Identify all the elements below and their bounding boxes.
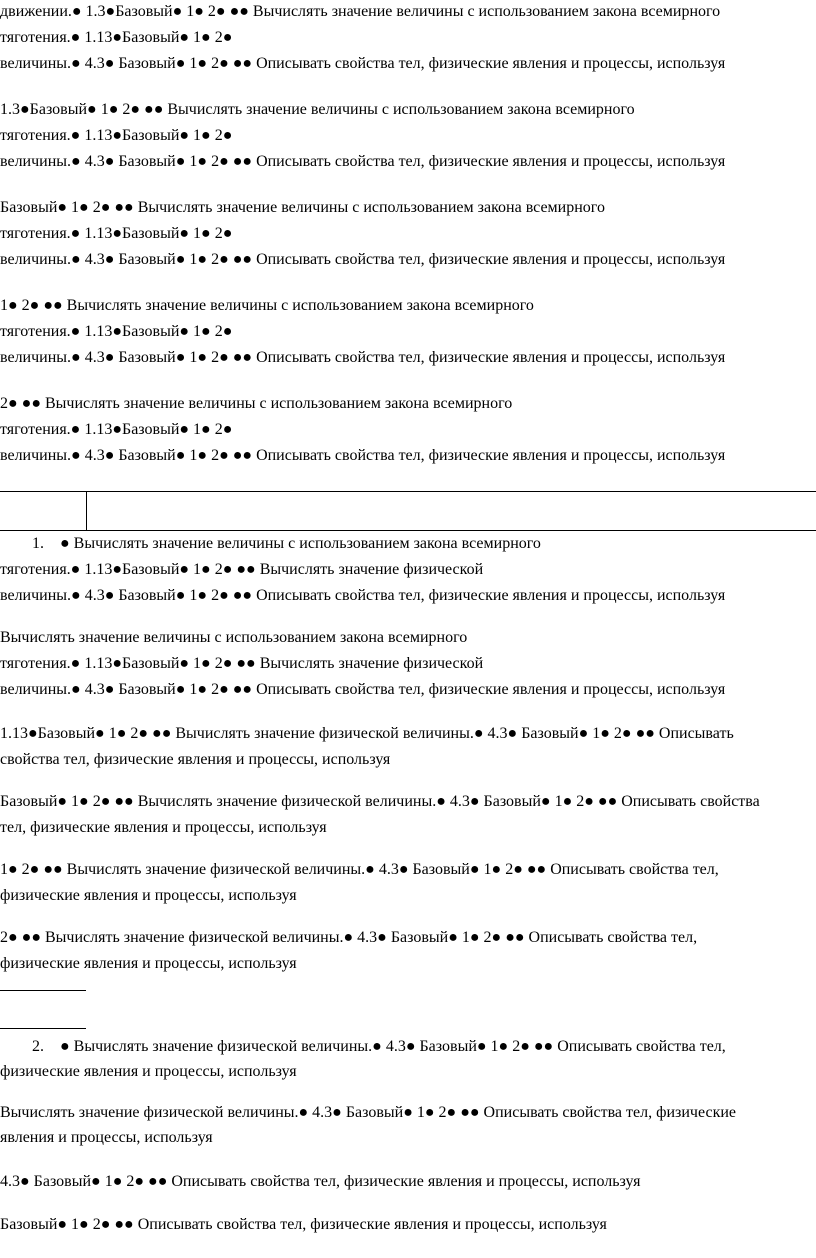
text-line: 1.13●Базовый● 1● 2● ●● Вычислять значение физической величины.● 4.3● Базовый● 1● 2● ●● Описывать [0, 725, 734, 742]
text-line: физические явления и процессы, используя [0, 887, 297, 904]
text-line: 1● 2● ●● Вычислять значение величины с использованием закона всемирного [0, 297, 534, 314]
text-line: ● Вычислять значение величины с использованием закона всемирного [60, 535, 541, 552]
text-line: тяготения.● 1.13●Базовый● 1● 2● [0, 421, 233, 438]
text-line: величины.● 4.3● Базовый● 1● 2● ●● Описывать свойства тел, физические явления и процессы, используя [0, 55, 726, 72]
text-line: 4.3● Базовый● 1● 2● ●● Описывать свойства тел, физические явления и процессы, используя [0, 1173, 641, 1190]
text-line: величины.● 4.3● Базовый● 1● 2● ●● Описывать свойства тел, физические явления и процессы, используя [0, 681, 726, 698]
text-line: тяготения.● 1.13●Базовый● 1● 2● ●● Вычислять значение физической [0, 561, 484, 578]
list-number: 2. [32, 1038, 44, 1055]
text-line: величины.● 4.3● Базовый● 1● 2● ●● Описывать свойства тел, физические явления и процессы, используя [0, 587, 726, 604]
text-line: величины.● 4.3● Базовый● 1● 2● ●● Описывать свойства тел, физические явления и процессы, используя [0, 153, 726, 170]
table-bottom-border [0, 530, 816, 531]
text-line: физические явления и процессы, используя [0, 955, 297, 972]
text-line: ● Вычислять значение физической величины.● 4.3● Базовый● 1● 2● ●● Описывать свойства тел, [60, 1038, 726, 1055]
text-line: величины.● 4.3● Базовый● 1● 2● ●● Описывать свойства тел, физические явления и процессы, используя [0, 251, 726, 268]
text-line: Базовый● 1● 2● ●● Описывать свойства тел, физические явления и процессы, используя [0, 1216, 607, 1233]
text-line: Вычислять значение величины с использованием закона всемирного [0, 629, 468, 646]
text-line: Вычислять значение физической величины.● 4.3● Базовый● 1● 2● ●● Описывать свойства тел, физические [0, 1104, 737, 1121]
text-line: тел, физические явления и процессы, используя [0, 819, 327, 836]
text-line: тяготения.● 1.13●Базовый● 1● 2● [0, 323, 233, 340]
text-line: явления и процессы, используя [0, 1129, 213, 1146]
text-line: физические явления и процессы, используя [0, 1063, 297, 1080]
text-line: 1.3●Базовый● 1● 2● ●● Вычислять значение величины с использованием закона всемирного [0, 101, 635, 118]
text-line: тяготения.● 1.13●Базовый● 1● 2● ●● Вычислять значение физической [0, 655, 484, 672]
text-line: Базовый● 1● 2● ●● Вычислять значение величины с использованием закона всемирного [0, 199, 605, 216]
table-column-divider [86, 491, 87, 531]
text-line: величины.● 4.3● Базовый● 1● 2● ●● Описывать свойства тел, физические явления и процессы, используя [0, 349, 726, 366]
text-line: тяготения.● 1.13●Базовый● 1● 2● [0, 29, 233, 46]
text-line: Базовый● 1● 2● ●● Вычислять значение физической величины.● 4.3● Базовый● 1● 2● ●● Описывать свойства [0, 793, 760, 810]
text-line: величины.● 4.3● Базовый● 1● 2● ●● Описывать свойства тел, физические явления и процессы, используя [0, 447, 726, 464]
separator-rule [0, 1028, 86, 1029]
text-line: тяготения.● 1.13●Базовый● 1● 2● [0, 225, 233, 242]
text-line: свойства тел, физические явления и процессы, используя [0, 751, 391, 768]
text-line: 2● ●● Вычислять значение физической величины.● 4.3● Базовый● 1● 2● ●● Описывать свойства тел, [0, 929, 698, 946]
table-top-border [0, 491, 816, 492]
separator-rule [0, 990, 86, 991]
list-number: 1. [32, 535, 44, 552]
text-line: движении.● 1.3●Базовый● 1● 2● ●● Вычислять значение величины с использованием закона всемирного [0, 3, 721, 20]
text-line: тяготения.● 1.13●Базовый● 1● 2● [0, 127, 233, 144]
text-line: 1● 2● ●● Вычислять значение физической величины.● 4.3● Базовый● 1● 2● ●● Описывать свойства тел, [0, 861, 719, 878]
text-line: 2● ●● Вычислять значение величины с использованием закона всемирного [0, 395, 513, 412]
